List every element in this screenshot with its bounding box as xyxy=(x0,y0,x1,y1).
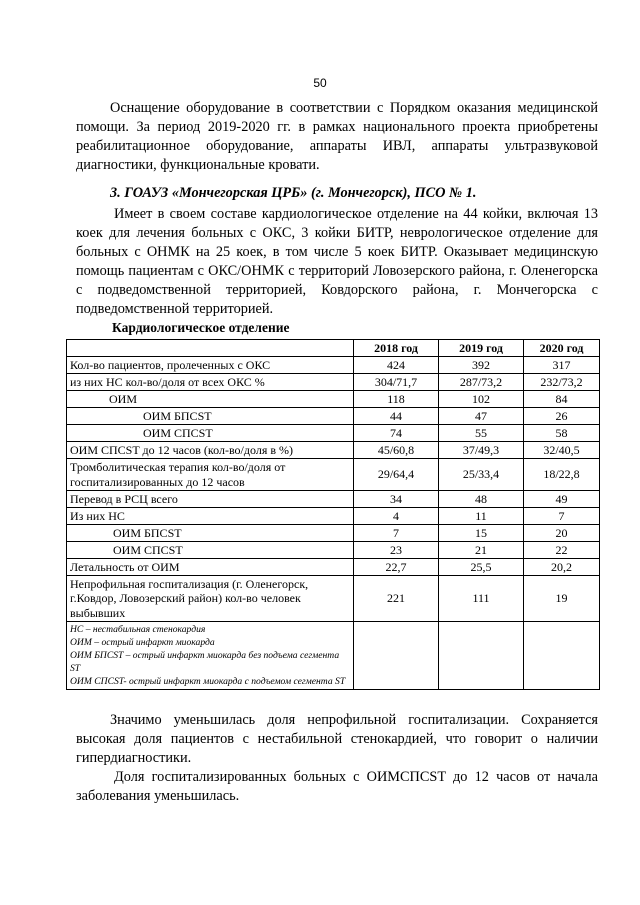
cell-2018: 44 xyxy=(354,408,439,425)
cell-2019: 287/73,2 xyxy=(439,374,524,391)
table-row xyxy=(67,425,600,442)
cell-2019: 25,5 xyxy=(439,559,524,576)
row-label: ОИМ СПСST xyxy=(67,542,354,559)
table-title: Кардиологическое отделение xyxy=(112,320,290,335)
legend-line: ОИМ СПСST- острый инфаркт миокарда с подъемом сегмента ST xyxy=(70,676,346,687)
cell-2018: 45/60,8 xyxy=(354,442,439,459)
table-row xyxy=(67,525,600,542)
cell-2019: 37/49,3 xyxy=(439,442,524,459)
paragraph-conclusion-1: Значимо уменьшилась доля непрофильной госпитализации. Сохраняется высокая доля пациентов с нестабильной стенокардией, что говорит о наличии гипердиагностики. xyxy=(76,712,598,766)
row-label: Перевод в РСЦ всего xyxy=(67,491,354,508)
table-header-row xyxy=(67,340,600,357)
legend-line: ОИМ БПСST – острый инфаркт миокарда без подъема сегмента ST xyxy=(70,650,340,674)
cell-2020: 232/73,2 xyxy=(524,374,600,391)
cell-2019: 15 xyxy=(439,525,524,542)
header-2019: 2019 год xyxy=(439,340,524,357)
cell-2020: 19 xyxy=(524,576,600,622)
page-number: 50 xyxy=(313,76,327,90)
table-row xyxy=(67,491,600,508)
table-row xyxy=(67,559,600,576)
cell-2020: 7 xyxy=(524,508,600,525)
cell-2020: 20,2 xyxy=(524,559,600,576)
legend-line: ОИМ – острый инфаркт миокарда xyxy=(70,637,215,648)
row-label: Из них НС xyxy=(67,508,354,525)
cell-2020: 317 xyxy=(524,357,600,374)
table-row xyxy=(67,357,600,374)
cell-2018: 34 xyxy=(354,491,439,508)
cell-2019: 11 xyxy=(439,508,524,525)
cell-2019: 102 xyxy=(439,391,524,408)
empty-cell xyxy=(354,622,439,690)
table-row xyxy=(67,408,600,425)
row-label: ОИМ БПСST xyxy=(67,525,354,542)
table-row xyxy=(67,576,600,622)
cell-2018: 7 xyxy=(354,525,439,542)
cell-2018: 118 xyxy=(354,391,439,408)
cell-2019: 25/33,4 xyxy=(439,459,524,491)
row-label: ОИМ СПСST xyxy=(67,425,354,442)
cell-2019: 21 xyxy=(439,542,524,559)
table-row xyxy=(67,459,600,491)
header-2020: 2020 год xyxy=(524,340,600,357)
cell-2020: 84 xyxy=(524,391,600,408)
paragraph-department-description: Имеет в своем составе кардиологическое отделение на 44 койки, включая 13 коек для лечения больных с ОКС, 3 койки БИТР, неврологическое отделение для больных с ОНМК на 25 коек, в том числе 5 коек БИТР. Оказывает медицинскую помощь пациентам с ОКС/ОНМК с территорий Ловозерского района, г. Оленегорска с подведомственной территорией, Ковдорского района, г. Мончегорска с подведомственной территорией. xyxy=(76,206,598,317)
cell-2020: 20 xyxy=(524,525,600,542)
cell-2019: 392 xyxy=(439,357,524,374)
cell-2018: 221 xyxy=(354,576,439,622)
cell-2020: 49 xyxy=(524,491,600,508)
row-label: ОИМ xyxy=(67,391,354,408)
table-row xyxy=(67,374,600,391)
cell-2020: 26 xyxy=(524,408,600,425)
empty-cell xyxy=(524,622,600,690)
row-label: Кол-во пациентов, пролеченных с ОКС xyxy=(67,357,354,374)
cardiology-stats-table xyxy=(66,339,600,690)
cell-2020: 58 xyxy=(524,425,600,442)
cell-2019: 111 xyxy=(439,576,524,622)
row-label: Непрофильная госпитализация (г. Оленегорск, г.Ковдор, Ловозерский район) кол-во человек выбывших xyxy=(67,576,354,622)
row-label: Летальность от ОИМ xyxy=(67,559,354,576)
cell-2018: 29/64,4 xyxy=(354,459,439,491)
cell-2018: 22,7 xyxy=(354,559,439,576)
legend-row xyxy=(67,622,600,690)
cell-2018: 424 xyxy=(354,357,439,374)
cell-2019: 47 xyxy=(439,408,524,425)
table-row xyxy=(67,391,600,408)
cell-2019: 55 xyxy=(439,425,524,442)
section-heading: 3. ГОАУЗ «Мончегорская ЦРБ» (г. Мончегорск), ПСО № 1. xyxy=(110,185,477,201)
cell-2018: 23 xyxy=(354,542,439,559)
header-label-cell xyxy=(67,340,354,357)
row-label: из них НС кол-во/доля от всех ОКС % xyxy=(67,374,354,391)
cell-2018: 4 xyxy=(354,508,439,525)
table-row xyxy=(67,442,600,459)
row-label: Тромболитическая терапия кол-во/доля от госпитализированных до 12 часов xyxy=(67,459,354,491)
header-2018: 2018 год xyxy=(354,340,439,357)
abbreviations-legend xyxy=(67,622,354,690)
cell-2020: 32/40,5 xyxy=(524,442,600,459)
cell-2020: 18/22,8 xyxy=(524,459,600,491)
cell-2019: 48 xyxy=(439,491,524,508)
row-label: ОИМ СПСST до 12 часов (кол-во/доля в %) xyxy=(67,442,354,459)
cell-2018: 74 xyxy=(354,425,439,442)
table-row xyxy=(67,508,600,525)
row-label: ОИМ БПСST xyxy=(67,408,354,425)
table-row xyxy=(67,542,600,559)
empty-cell xyxy=(439,622,524,690)
legend-line: НС – нестабильная стенокардия xyxy=(70,624,206,635)
cell-2020: 22 xyxy=(524,542,600,559)
cell-2018: 304/71,7 xyxy=(354,374,439,391)
paragraph-conclusion-2: Доля госпитализированных больных с ОИМСПСST до 12 часов от начала заболевания уменьшилась. xyxy=(76,769,598,804)
paragraph-equipment: Оснащение оборудование в соответствии с Порядком оказания медицинской помощи. За период 2019-2020 гг. в рамках национального проекта приобретены реабилитационное оборудование, аппараты ИВЛ, аппараты ультразвуковой диагностики, функциональные кровати. xyxy=(76,100,598,173)
